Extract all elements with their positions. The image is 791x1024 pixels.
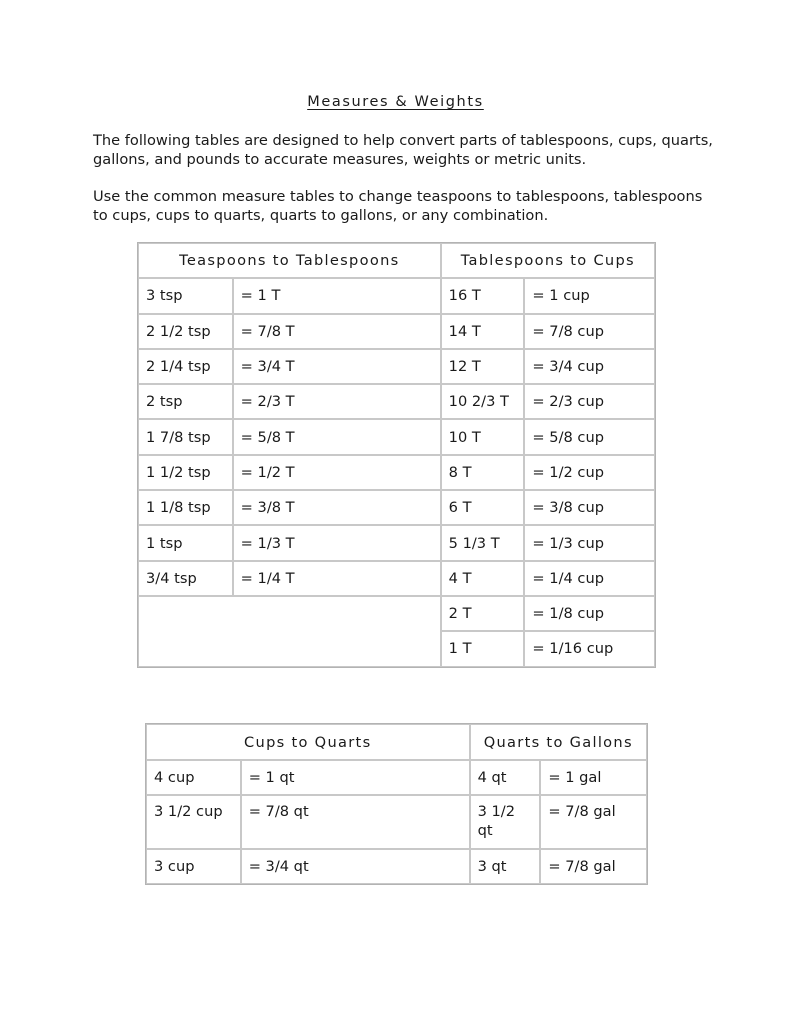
table-cell: 5 1/3 T: [441, 525, 525, 560]
table-row: [146, 849, 647, 884]
table-cell: 3 cup: [146, 849, 241, 884]
table-cell: = 7/8 gal: [540, 795, 647, 849]
table-cell: = 7/8 T: [233, 314, 441, 349]
table-cell: 14 T: [441, 314, 525, 349]
table-cell: 10 2/3 T: [441, 384, 525, 419]
table-cell: = 1/2 cup: [524, 455, 655, 490]
table-header: Cups to Quarts: [146, 724, 470, 760]
table-row: [146, 795, 647, 849]
intro-paragraph: The following tables are designed to help convert parts of tablespoons, cups, quarts, gallons, and pounds to accurate measures, weights or metric units.: [93, 132, 713, 168]
table-cell: = 7/8 gal: [540, 849, 647, 884]
table-cell: 2 tsp: [138, 384, 233, 419]
table-header: Quarts to Gallons: [470, 724, 647, 760]
table-cell: = 5/8 cup: [524, 419, 655, 454]
table-cell: = 1/2 T: [233, 455, 441, 490]
table-header: Tablespoons to Cups: [441, 243, 655, 278]
table-row: [138, 278, 655, 313]
table-cell: 3 tsp: [138, 278, 233, 313]
table-row: [138, 561, 655, 596]
table-row: [138, 455, 655, 490]
table-row: [138, 314, 655, 349]
table-cell: = 1 qt: [241, 760, 470, 795]
table-cell: 1 1/8 tsp: [138, 490, 233, 525]
table-cell: = 1 T: [233, 278, 441, 313]
table-cell: = 3/4 cup: [524, 349, 655, 384]
empty-cell: [138, 596, 441, 667]
usage-paragraph: Use the common measure tables to change teaspoons to tablespoons, tablespoons to cups, cups to quarts, quarts to gallons, or any combination.: [93, 188, 703, 224]
table-cell: 2 1/4 tsp: [138, 349, 233, 384]
table-row: [138, 349, 655, 384]
table-row: [146, 760, 647, 795]
table-cell: 3 qt: [470, 849, 541, 884]
table-cell: = 1/4 T: [233, 561, 441, 596]
table-cell: 1 T: [441, 631, 525, 666]
table-row: [138, 596, 655, 631]
table-cell: 16 T: [441, 278, 525, 313]
table-row: [138, 419, 655, 454]
table-row: [138, 525, 655, 560]
table-cell: 3/4 tsp: [138, 561, 233, 596]
table-cell: = 1 gal: [540, 760, 647, 795]
table-cell: = 7/8 cup: [524, 314, 655, 349]
table-cell: = 2/3 T: [233, 384, 441, 419]
table-cell: = 3/8 cup: [524, 490, 655, 525]
table-header: Teaspoons to Tablespoons: [138, 243, 441, 278]
table-cell: 6 T: [441, 490, 525, 525]
table-cell: = 3/4 T: [233, 349, 441, 384]
table-cell: = 3/8 T: [233, 490, 441, 525]
table-row: [138, 384, 655, 419]
table-cell: 1 tsp: [138, 525, 233, 560]
table-cell: 12 T: [441, 349, 525, 384]
table-cell: 3 1/2 qt: [470, 795, 541, 849]
cups-quarts-gallons-table: [145, 723, 648, 885]
table-cell: = 1/3 cup: [524, 525, 655, 560]
table-cell: = 1/16 cup: [524, 631, 655, 666]
table-cell: 2 1/2 tsp: [138, 314, 233, 349]
table-cell: = 7/8 qt: [241, 795, 470, 849]
table-cell: = 1 cup: [524, 278, 655, 313]
table-cell: 4 qt: [470, 760, 541, 795]
page-title: Measures & Weights: [307, 94, 484, 110]
table-cell: 2 T: [441, 596, 525, 631]
table-cell: 10 T: [441, 419, 525, 454]
table-cell: 3 1/2 cup: [146, 795, 241, 849]
table-cell: 4 T: [441, 561, 525, 596]
table-cell: = 3/4 qt: [241, 849, 470, 884]
table-cell: = 5/8 T: [233, 419, 441, 454]
table-cell: = 1/3 T: [233, 525, 441, 560]
table-cell: 1 7/8 tsp: [138, 419, 233, 454]
table-cell: = 1/8 cup: [524, 596, 655, 631]
teaspoons-tablespoons-cups-table: [137, 242, 656, 668]
table-cell: 4 cup: [146, 760, 241, 795]
table-cell: 8 T: [441, 455, 525, 490]
table-cell: = 2/3 cup: [524, 384, 655, 419]
table-row: [138, 490, 655, 525]
table-cell: = 1/4 cup: [524, 561, 655, 596]
table-cell: 1 1/2 tsp: [138, 455, 233, 490]
